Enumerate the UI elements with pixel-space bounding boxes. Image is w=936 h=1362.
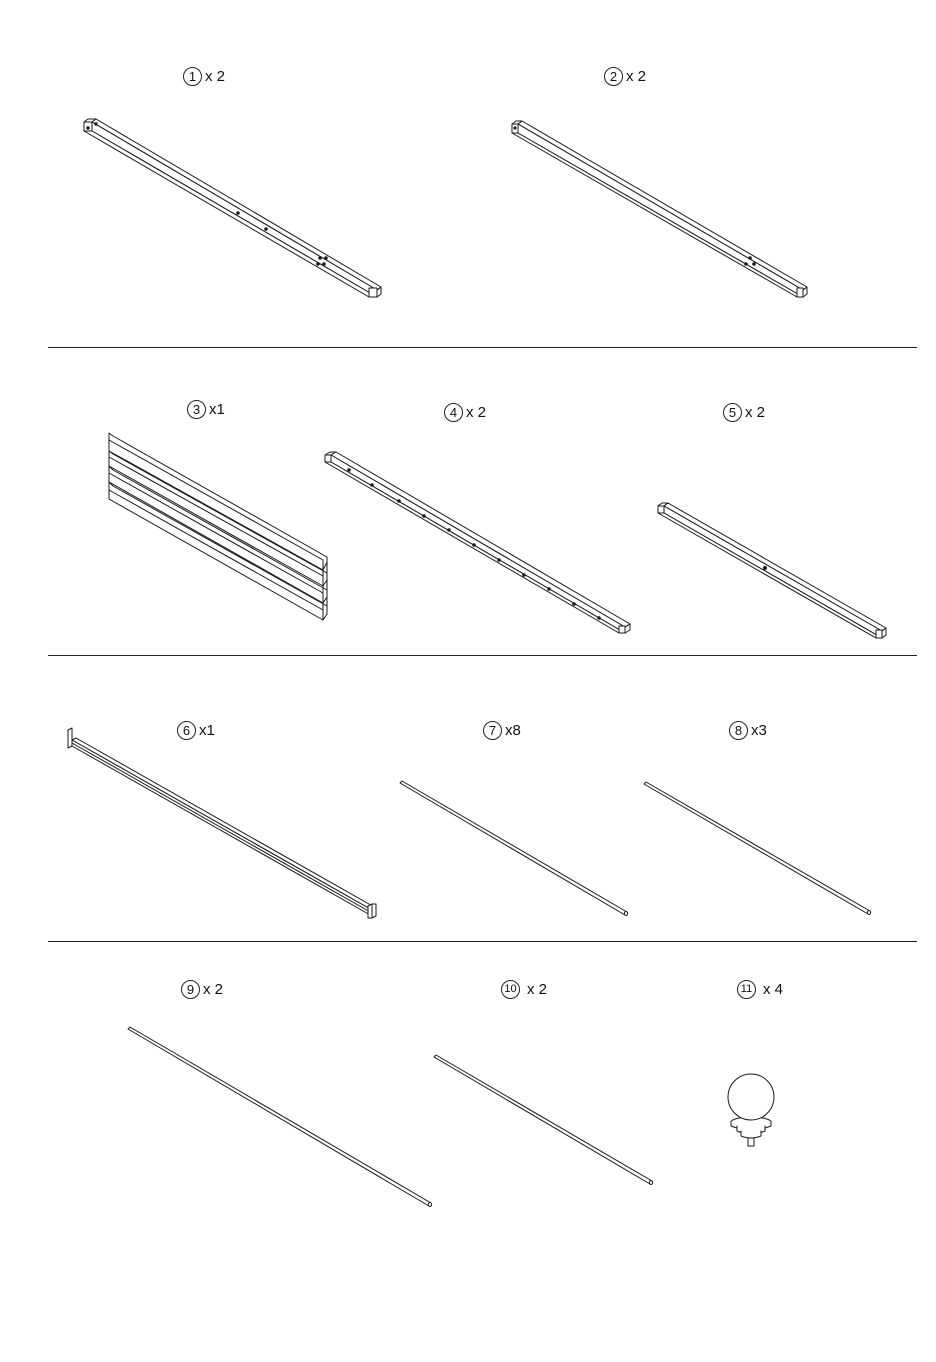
part-7-rod-drawing: [400, 781, 628, 916]
part-number-badge: 3: [187, 400, 206, 419]
part-9-rod-drawing: [128, 1027, 432, 1207]
part-quantity: x 2: [466, 403, 487, 421]
part-quantity: x 2: [626, 67, 647, 85]
part-quantity: x3: [751, 721, 767, 739]
part-6-angle-rail-drawing: [68, 728, 376, 918]
part-quantity: x1: [199, 721, 215, 739]
part-quantity: x 2: [203, 980, 224, 998]
part-number-badge: 10: [501, 980, 520, 999]
part-number-badge: 11: [737, 980, 756, 999]
part-number-badge: 7: [483, 721, 502, 740]
part-quantity: x1: [209, 400, 225, 418]
part-number-badge: 1: [183, 67, 202, 86]
part-3-panel-drawing: [109, 433, 327, 620]
part-number-badge: 9: [181, 980, 200, 999]
part-5-rail-drawing: [658, 503, 886, 638]
part-number-badge: 8: [729, 721, 748, 740]
part-number-badge: 2: [604, 67, 623, 86]
part-11-finial-drawing: [728, 1074, 774, 1146]
part-2-rail-drawing: [512, 121, 807, 297]
part-1-rail-drawing: [84, 119, 381, 297]
part-4-rail-drawing: [325, 452, 630, 633]
part-quantity: x 4: [763, 980, 784, 998]
part-number-badge: 6: [177, 721, 196, 740]
part-10-rod-drawing: [434, 1055, 653, 1185]
part-quantity: x 2: [205, 67, 226, 85]
part-quantity: x8: [505, 721, 521, 739]
part-number-badge: 5: [723, 403, 742, 422]
part-8-rod-drawing: [644, 782, 871, 915]
part-quantity: x 2: [745, 403, 766, 421]
part-quantity: x 2: [527, 980, 548, 998]
part-number-badge: 4: [444, 403, 463, 422]
